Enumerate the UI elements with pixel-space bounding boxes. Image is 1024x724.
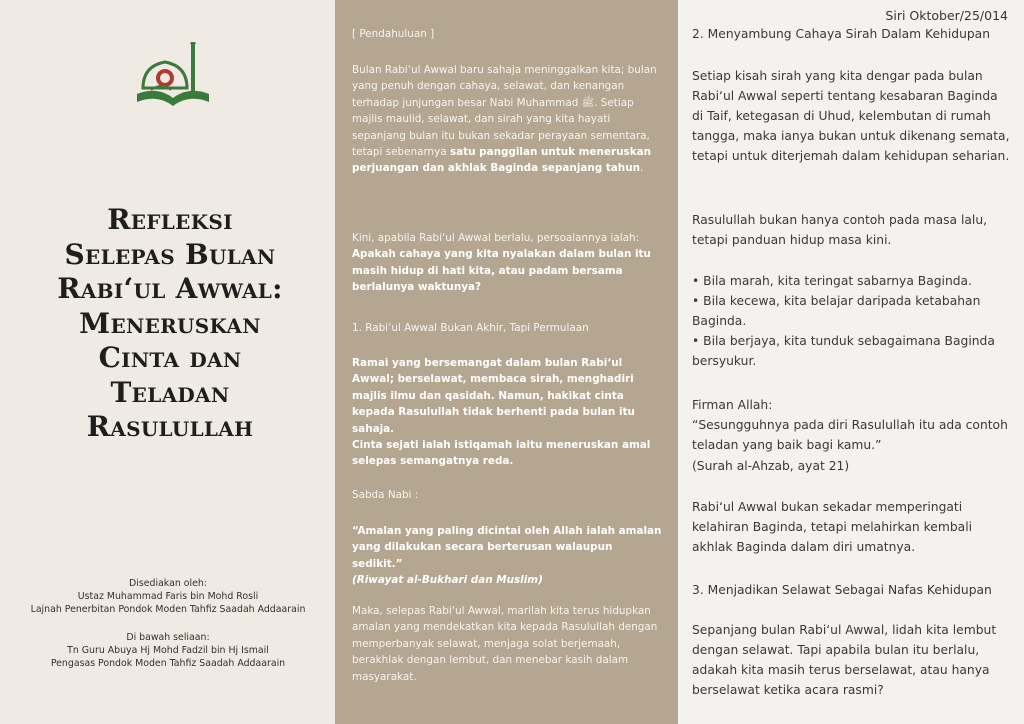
supervised-by: [18, 631, 318, 670]
guidance-paragraph: Rasulullah bukan hanya contoh pada masa lalu, tetapi panduan hidup masa kini.: [692, 213, 988, 247]
intro-paragraph: [352, 62, 664, 177]
section2-paragraph: Setiap kisah sirah yang kita dengar pada bulan Rabi‘ul Awwal seperti tentang kesabaran Baginda di Taif, ketegasan di Uhud, kelembutan di rumah tangga, maka ianya bukan untuk dikenang semata, tetapi untuk diterjemah dalam kehidupan seharian.: [692, 69, 1010, 163]
firman-label: Firman Allah:: [692, 398, 773, 412]
logo-minaret: [191, 44, 195, 94]
intro-heading: [ Pendahuluan ]: [352, 28, 435, 40]
bullet-item: • Bila kecewa, kita belajar daripada ketabahan Baginda.: [692, 294, 981, 328]
prepared-by-name: Ustaz Muhammad Faris bin Mohd Rosli: [77, 591, 259, 602]
title-line: Cinta dan: [98, 341, 242, 374]
title-line: Teladan: [110, 375, 230, 409]
title-line: Rabi‘ul Awwal:: [57, 272, 283, 305]
logo-minaret-top: [190, 42, 196, 44]
intro-text: Bulan Rabi‘ul Awwal baru sahaja meninggalkan kita; bulan yang penuh dengan cahaya, selawat, dan kenangan terhadap junjungan besar Nabi Muhammad ﷺ. Setiap majlis maulid, selawat, dan sirah yang kita hayati sepanjang bulan itu bukan sekadar perayaan sementara, tetapi sebenarnya: [352, 64, 657, 159]
prepared-by: [18, 577, 318, 616]
section1-text: Ramai yang bersemangat dalam bulan Rabi‘ul Awwal; berselawat, membaca sirah, menghadiri majlis ilmu dan qasidah. Namun, hakikat cinta kepada Rasulullah tidak berhenti pada bulan itu sahaja.: [352, 357, 635, 435]
section1-text2: Cinta sejati ialah istiqamah iaitu meneruskan amal selepas semangatnya reda.: [352, 439, 651, 468]
section1-paragraph: [352, 355, 664, 470]
logo-book: [137, 91, 209, 106]
reflection-paragraph: Rabi‘ul Awwal bukan sekadar memperingati kelahiran Baginda, tetapi melahirkan kembali akhlak Baginda dalam diri umatnya.: [692, 500, 973, 554]
section3-paragraph: Sepanjang bulan Rabi‘ul Awwal, lidah kita lembut dengan selawat. Tapi apabila bulan itu berlalu, adakah kita masih terus berselawat, atau hanya berselawat ketika acara rasmi?: [692, 623, 997, 697]
prepared-by-org: Lajnah Penerbitan Pondok Moden Tahfiz Saadah Addaarain: [30, 604, 306, 615]
title-line: Meneruskan: [79, 306, 261, 340]
question-lead: Kini, apabila Rabi‘ul Awwal berlalu, persoalannya ialah:: [352, 232, 640, 244]
title-line: Refleksi: [107, 203, 233, 236]
hadith-source: (Riwayat al-Bukhari dan Muslim): [352, 574, 543, 587]
logo-emblem-inner: [160, 73, 170, 83]
bullet-item: • Bila marah, kita teringat sabarnya Baginda.: [692, 274, 972, 288]
section3-heading: 3. Menjadikan Selawat Sebagai Nafas Kehidupan: [692, 583, 992, 597]
supervised-by-label: Di bawah seliaan:: [126, 632, 210, 643]
firman-text: “Sesungguhnya pada diri Rasulullah itu ada contoh teladan yang baik bagi kamu.”: [692, 418, 1008, 452]
section1-heading: 1. Rabi‘ul Awwal Bukan Akhir, Tapi Permulaan: [352, 322, 589, 334]
title-line: Rasulullah: [86, 410, 254, 443]
supervised-by-org: Pengasas Pondok Moden Tahfiz Saadah Addaarain: [50, 658, 286, 669]
question-block: [352, 230, 664, 296]
firman-source: (Surah al-Ahzab, ayat 21): [692, 459, 850, 473]
page-title: [20, 203, 320, 445]
bullet-item: • Bila berjaya, kita tunduk sebagaimana Baginda bersyukur.: [692, 334, 995, 368]
intro-end: .: [640, 162, 644, 175]
question-emphasis: Apakah cahaya yang kita nyalakan dalam bulan itu masih hidup di hati kita, atau padam bersama berlalunya waktunya?: [352, 248, 651, 294]
supervised-by-name: Tn Guru Abuya Hj Mohd Fadzil bin Hj Ismail: [67, 645, 269, 656]
hadith-label: Sabda Nabi :: [352, 489, 419, 501]
hadith-block: [352, 523, 664, 589]
prepared-by-label: Disediakan oleh:: [129, 578, 207, 589]
pondok-logo-icon: [133, 42, 213, 118]
series-label: Siri Oktober/25/014: [885, 8, 1008, 23]
title-line: Selepas Bulan: [64, 237, 276, 271]
bullet-list: [692, 271, 1010, 371]
section2-heading: 2. Menyambung Cahaya Sirah Dalam Kehidupan: [692, 27, 991, 41]
closing-paragraph: Maka, selepas Rabi‘ul Awwal, marilah kita terus hidupkan amalan yang mendekatkan kita kepada Rasulullah dengan memperbanyak selawat, menjaga solat berjemaah, berakhlak dengan lembut, dan menebar kasih dalam masyarakat.: [352, 605, 658, 683]
hadith-text: “Amalan yang paling dicintai oleh Allah ialah amalan yang dilakukan secara berterusan walaupun sedikit.”: [352, 525, 662, 570]
intro-emphasis: satu panggilan untuk meneruskan perjuangan dan akhlak Baginda sepanjang tahun: [352, 146, 652, 175]
